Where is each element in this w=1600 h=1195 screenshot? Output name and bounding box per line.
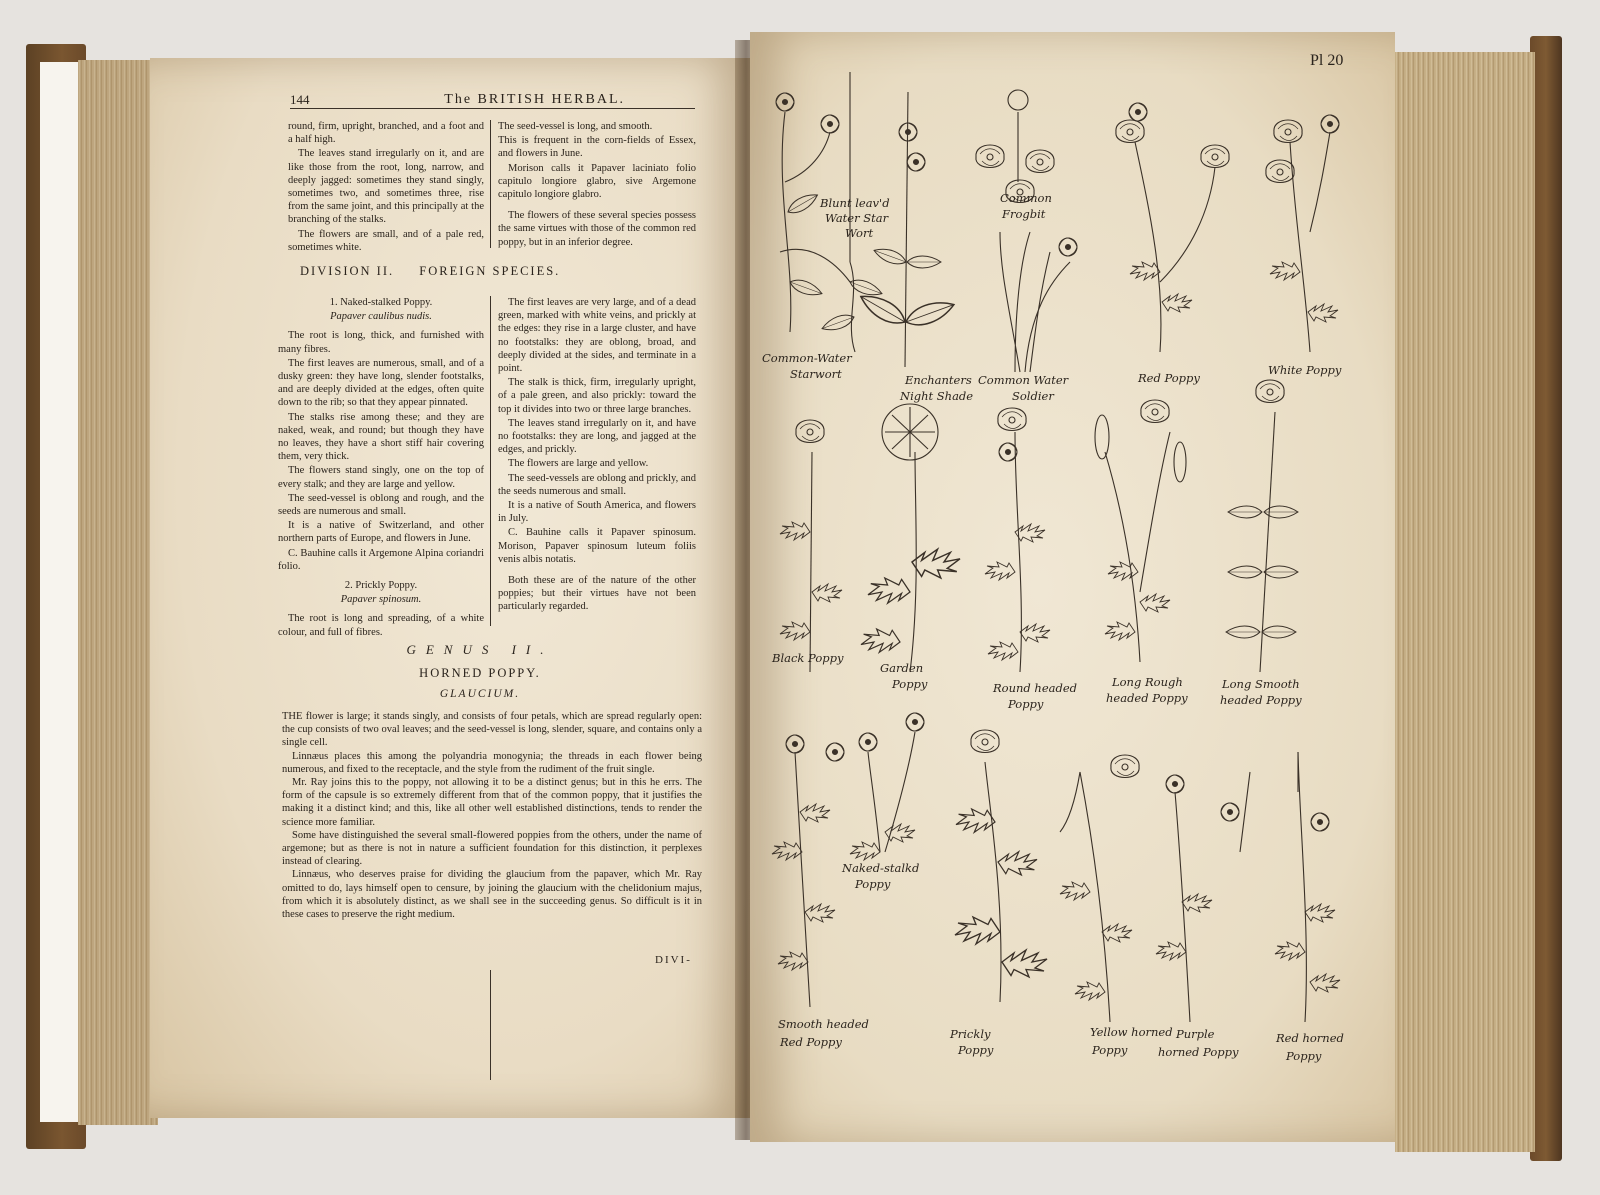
species-title: 1. Naked-stalked Poppy. <box>329 297 433 308</box>
caption-water-soldier-2: Soldier <box>1012 389 1054 403</box>
caption-blunt-leaved-1: Blunt leav'd <box>820 196 890 210</box>
caption-enchanters-2: Night Shade <box>900 389 974 403</box>
caption-purple-horned-2: horned Poppy <box>1158 1045 1239 1059</box>
catchword: DIVI- <box>655 954 692 966</box>
plant-yellow-horned-poppy <box>1060 755 1139 1022</box>
plant-long-smooth-headed-poppy <box>1226 380 1298 672</box>
caption-long-smooth-2: headed Poppy <box>1220 693 1302 707</box>
caption-enchanters-1: Enchanters <box>905 373 972 387</box>
division-heading <box>300 264 690 279</box>
caption-black-poppy: Black Poppy <box>772 651 844 665</box>
paragraph: The flowers stand singly, one on the top of every stalk; and they are large and yellow. <box>278 465 484 490</box>
caption-long-rough-1: Long Rough <box>1112 675 1183 689</box>
caption-naked-stalked-2: Poppy <box>855 877 891 891</box>
paragraph: C. Bauhine calls it Papaver spinosum. Morison, Papaver spinosum luteum foliis venis albis notatis. <box>498 527 696 565</box>
caption-round-headed-2: Poppy <box>1008 697 1044 711</box>
plant-garden-poppy <box>861 404 960 672</box>
middle-right-column <box>498 296 696 615</box>
page-number: 144 <box>290 92 310 107</box>
paragraph: The seed-vessel is oblong and rough, and the seeds are numerous and small. <box>278 492 484 518</box>
caption-blunt-leaved-2: Water Star <box>825 211 889 225</box>
division-heading-right: FOREIGN SPECIES. <box>419 264 561 278</box>
right-page-plate <box>750 32 1395 1142</box>
paragraph: The seed-vessel is long, and smooth. <box>498 121 653 132</box>
caption-yellow-horned-2: Poppy <box>1092 1043 1128 1057</box>
paragraph: The root is long and spreading, of a white colour, and full of fibres. <box>278 613 484 638</box>
caption-smooth-headed-2: Red Poppy <box>780 1035 842 1049</box>
caption-water-soldier-1: Common Water <box>978 373 1069 387</box>
caption-garden-poppy-2: Poppy <box>892 677 928 691</box>
caption-common-water-starwort-2: Starwort <box>790 367 842 381</box>
caption-red-horned-1: Red horned <box>1276 1031 1344 1045</box>
caption-yellow-horned-1: Yellow horned <box>1090 1025 1173 1039</box>
plant-long-rough-headed-poppy <box>1095 400 1186 662</box>
caption-round-headed-1: Round headed <box>993 681 1078 695</box>
paragraph: The flowers are small, and of a pale red, sometimes white. <box>288 228 484 253</box>
genus-name: HORNED POPPY. <box>419 666 541 680</box>
plant-common-frogbit <box>976 90 1054 203</box>
paragraph: The leaves stand irregularly on it, and are like those from the root, long, narrow, and deeply jagged: sometimes they stand singly, sometimes two, and sometimes three, rise from the same joint, and this principally at the branching of the stalks. <box>288 148 484 226</box>
plant-white-poppy <box>1266 115 1339 352</box>
plant-red-poppy <box>1116 103 1229 352</box>
caption-long-rough-2: headed Poppy <box>1106 691 1188 705</box>
genus-description <box>282 710 702 921</box>
left-page <box>150 58 750 1118</box>
species-title: 2. Prickly Poppy. <box>344 580 418 592</box>
column-rule <box>490 970 491 1080</box>
caption-common-frogbit-1: Common <box>1000 191 1052 205</box>
paragraph: The seed-vessels are oblong and prickly, and the seeds numerous and small. <box>498 472 696 497</box>
genus-heading: GENUS II. <box>406 642 554 657</box>
right-page-edges <box>1395 52 1535 1152</box>
paragraph: The flowers are large and yellow. <box>508 458 649 470</box>
plate-number: Pl 20 <box>1310 52 1344 69</box>
caption-prickly-1: Prickly <box>950 1027 991 1041</box>
caption-purple-horned-1: Purple <box>1176 1027 1215 1041</box>
caption-red-horned-2: Poppy <box>1286 1049 1322 1063</box>
caption-smooth-headed-1: Smooth headed <box>778 1017 869 1031</box>
caption-prickly-2: Poppy <box>958 1043 994 1057</box>
caption-red-poppy: Red Poppy <box>1138 371 1200 385</box>
caption-common-frogbit-2: Frogbit <box>1002 207 1046 221</box>
paragraph: Mr. Ray joins this to the poppy, not allowing it to be a distinct genus; but in this he errs. The form of the capsule is so extremely different from that of the common poppy, that it justifies the making it a distinct kind; and this, like all other well established distinctions, tends to render the science more familiar. <box>282 777 702 828</box>
caption-common-water-starwort-1: Common-Water <box>762 351 852 365</box>
paragraph: The root is long, thick, and furnished with many fibres. <box>278 330 484 355</box>
plant-naked-stalked-poppy <box>850 713 924 860</box>
paragraph: C. Bauhine calls it Argemone Alpina coriandri folio. <box>278 547 484 572</box>
middle-left-column <box>278 296 484 640</box>
plant-round-headed-poppy <box>985 408 1050 672</box>
paragraph: It is a native of South America, and flowers in July. <box>498 500 696 525</box>
paragraph: The stalk is thick, firm, irregularly upright, of a pale green, and also prickly: toward the top it divides into two or three large branches. <box>498 377 696 415</box>
caption-garden-poppy-1: Garden <box>880 661 924 675</box>
genus-latin: GLAUCIUM. <box>439 688 521 700</box>
botanical-plate <box>750 32 1395 1142</box>
plant-purple-horned-poppy <box>1156 772 1250 1022</box>
left-page-edges <box>78 60 158 1125</box>
paragraph: This is frequent in the corn-fields of Essex, and flowers in June. <box>498 135 696 160</box>
caption-blunt-leaved-3: Wort <box>845 226 874 240</box>
paragraph: Linnæus, who deserves praise for dividing the glaucium from the papaver, which Mr. Ray omitted to do, lays himself open to censure, by joining the glaucium with the chelidonium majus, from which it is absolutely distinct, as we shall see in the succeeding genus. So difficult is it in these cases to preserve the right medium. <box>282 869 702 921</box>
paragraph: The leaves stand irregularly on it, and have no footstalks: they are long, and jagged at the edges, and prickly. <box>498 417 696 456</box>
plant-red-horned-poppy <box>1275 752 1340 1022</box>
plant-prickly-poppy <box>955 730 1047 1002</box>
plant-common-water-soldier <box>1000 232 1077 372</box>
caption-naked-stalked-1: Naked-stalkd <box>842 861 920 875</box>
plant-smooth-headed-red-poppy <box>772 735 844 1007</box>
paragraph: The stalks rise among these; and they are naked, weak, and round; but though they have no leaves, they have a short stiff hair covering them, very thick. <box>278 411 484 463</box>
paragraph: Morison calls it Papaver laciniato folio capitulo longiore glabro, sive Argemone capitulo longiore glabro. <box>498 162 696 201</box>
paragraph: Both these are of the nature of the other poppies; but their virtues have not been particularly regarded. <box>498 575 696 613</box>
running-header <box>290 86 695 109</box>
paragraph: THE flower is large; it stands singly, and consists of four petals, which are spread regularly open: the cup consists of two oval leaves; and the seed-vessel is long, slender, square, and contains only a single cell. <box>282 711 702 749</box>
running-title: The BRITISH HERBAL. <box>444 92 625 107</box>
paragraph: It is a native of Switzerland, and other northern parts of Europe, and flowers in June. <box>278 520 484 545</box>
paragraph: The flowers of these several species possess the same virtues with those of the common red poppy, but in an inferior degree. <box>498 210 696 248</box>
column-rule <box>490 296 491 626</box>
paragraph: The first leaves are numerous, small, and of a dusky green: they have long, slender footstalks, and are deeply divided at the edges, often quite down to the rib; so that they appear pinnated. <box>278 357 484 409</box>
paragraph: The first leaves are very large, and of a dead green, marked with white veins, and prickly at the edges: they rise in a large cluster, and have no footstalks: they are oblong, broad, and deeply divided at the sides, and terminate in a point. <box>498 297 696 375</box>
division-heading-left: DIVISION II. <box>300 264 395 278</box>
species-latin: Papaver spinosum. <box>340 594 422 606</box>
paragraph: Linnæus places this among the polyandria monogynia; the threads in each flower being numerous, and fixed to the receptacle, and the style from the rudiment of the fruit single. <box>282 750 702 775</box>
plant-black-poppy <box>780 420 842 672</box>
top-right-column <box>498 120 696 250</box>
caption-white-poppy: White Poppy <box>1268 363 1342 377</box>
top-left-column <box>288 120 484 255</box>
caption-long-smooth-1: Long Smooth <box>1222 677 1300 691</box>
species-latin: Papaver caulibus nudis. <box>330 311 432 323</box>
paragraph: Some have distinguished the several small-flowered poppies from the others, under the name of argemone; but as there is not in nature a sufficient foundation for this distinction, it perplexes instead of clearing. <box>282 829 702 868</box>
column-rule <box>490 120 491 248</box>
paragraph: round, firm, upright, branched, and a foot and a half high. <box>288 121 484 146</box>
